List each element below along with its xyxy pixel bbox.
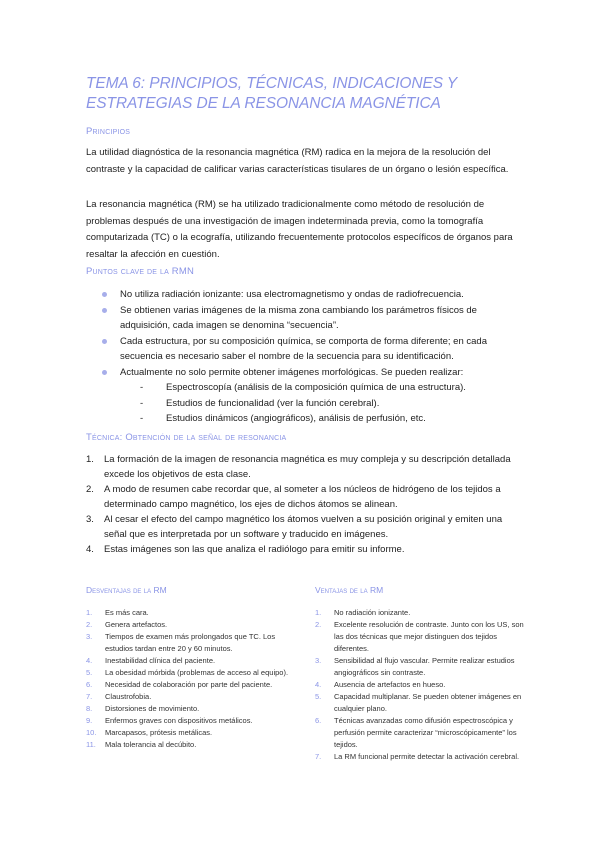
- list-item: 6. Técnicas avanzadas como difusión espectroscópica y perfusión permite caracterizar “microscópicamente” los tejidos.: [315, 716, 517, 749]
- list-item: Se obtienen varias imágenes de la misma zona cambiando los parámetros físicos de adquisición, cada imagen se denomina “secuencia”.: [86, 303, 516, 334]
- list-item: 2. A modo de resumen cabe recordar que, al someter a los núcleos de hidrógeno de los tejidos a determinado campo magnético, los ejes de dichos átomos se alinean.: [86, 484, 501, 510]
- list-item: 4. Ausencia de artefactos en hueso.: [315, 680, 446, 689]
- paragraph-principios-2: La resonancia magnética (RM) se ha utilizado tradicionalmente como método de resolución de problemas después de una investigación de imagen indeterminada previa, como la tomografía computarizada (TC) o la ecografía, utilizando frecuentemente protocolos específicos de órganos para resaltar la afección en cuestión.: [86, 199, 513, 260]
- dash-marker: -: [140, 397, 144, 409]
- sub-list-item: - Espectroscopía (análisis de la composición química de una estructura).: [120, 380, 516, 396]
- list-item: 6. Necesidad de colaboración por parte del paciente.: [86, 680, 273, 689]
- disadvantages-heading: Desventajas de la RM: [86, 585, 167, 595]
- disadvantages-list: [86, 607, 296, 751]
- list-item: 5. Capacidad multiplanar. Se pueden obtener imágenes en cualquier plano.: [315, 692, 522, 713]
- sub-list-item: - Estudios dinámicos (angiográficos), análisis de perfusión, etc.: [120, 411, 516, 427]
- disadvantages-column: [86, 585, 296, 751]
- section-heading-principios: Principios: [86, 126, 131, 137]
- sub-list-item: - Estudios de funcionalidad (ver la función cerebral).: [120, 396, 516, 412]
- section-heading-puntos-clave: Puntos clave de la RMN: [86, 266, 195, 277]
- advantages-column: [315, 585, 525, 763]
- bullet-icon: [102, 292, 107, 297]
- list-item: Actualmente no solo permite obtener imágenes morfológicas. Se pueden realizar: - Espectroscopía (análisis de la composición química de una estructura). - Estudios de funcionalidad (ver la función cerebral). - Estudios dinámicos (angiográficos), análisis de perfusión, etc.: [86, 365, 516, 427]
- advantages-list: [315, 607, 525, 763]
- list-item: No utiliza radiación ionizante: usa electromagnetismo y ondas de radiofrecuencia.: [86, 287, 516, 303]
- list-item: 7. La RM funcional permite detectar la activación cerebral.: [315, 752, 520, 761]
- list-item: 8. Distorsiones de movimiento.: [86, 704, 200, 713]
- list-item: 3. Al cesar el efecto del campo magnético los átomos vuelven a su posición original y emiten una señal que es interpretada por un software y traducido en imágenes.: [86, 514, 503, 540]
- advantages-heading: Ventajas de la RM: [315, 585, 384, 595]
- list-item: 11. Mala tolerancia al decúbito.: [86, 740, 197, 749]
- page-title: TEMA 6: PRINCIPIOS, TÉCNICAS, INDICACIONES Y ESTRATEGIAS DE LA RESONANCIA MAGNÉTICA: [86, 75, 457, 112]
- list-item: 10. Marcapasos, prótesis metálicas.: [86, 728, 213, 737]
- paragraph-principios-1: La utilidad diagnóstica de la resonancia magnética (RM) radica en la mejora de la resolución del contraste y la capacidad de calificar varias características tisulares de un órgano o lesión específica.: [86, 147, 509, 175]
- dash-marker: -: [140, 382, 144, 393]
- bullet-icon: [102, 308, 107, 313]
- key-points-list: [86, 287, 516, 427]
- list-item: 2. Genera artefactos.: [86, 620, 168, 629]
- sub-list: [120, 380, 516, 427]
- list-item: 7. Claustrofobia.: [86, 692, 152, 701]
- list-item: 1. La formación de la imagen de resonancia magnética es muy compleja y su descripción detallada excede los objetivos de esta clase.: [86, 454, 511, 480]
- list-item: 4. Inestabilidad clínica del paciente.: [86, 656, 216, 665]
- list-item: 2. Excelente resolución de contraste. Junto con los US, son las dos técnicas que mejor distinguen dos tejidos diferentes.: [315, 620, 524, 653]
- list-item: 9. Enfermos graves con dispositivos metálicos.: [86, 716, 253, 725]
- list-item: 5. La obesidad mórbida (problemas de acceso al equipo).: [86, 668, 289, 677]
- technique-list: [86, 452, 516, 557]
- list-item: Cada estructura, por su composición química, se comporta de forma diferente; en cada secuencia es necesario saber el nombre de la secuencia para su identificación.: [86, 334, 516, 365]
- list-item: 1. No radiación ionizante.: [315, 608, 411, 617]
- bullet-icon: [102, 370, 107, 375]
- list-item: 3. Tiempos de examen más prolongados que TC. Los estudios tardan entre 20 y 60 minutos.: [86, 632, 276, 653]
- section-heading-tecnica: Técnica: Obtención de la señal de resonancia: [86, 432, 287, 443]
- list-item: 4. Estas imágenes son las que analiza el radiólogo para emitir su informe.: [86, 544, 405, 555]
- bullet-icon: [102, 339, 107, 344]
- list-item: 3. Sensibilidad al flujo vascular. Permite realizar estudios angiográficos sin contraste.: [315, 656, 515, 677]
- list-item: 1. Es más cara.: [86, 608, 149, 617]
- dash-marker: -: [140, 413, 144, 424]
